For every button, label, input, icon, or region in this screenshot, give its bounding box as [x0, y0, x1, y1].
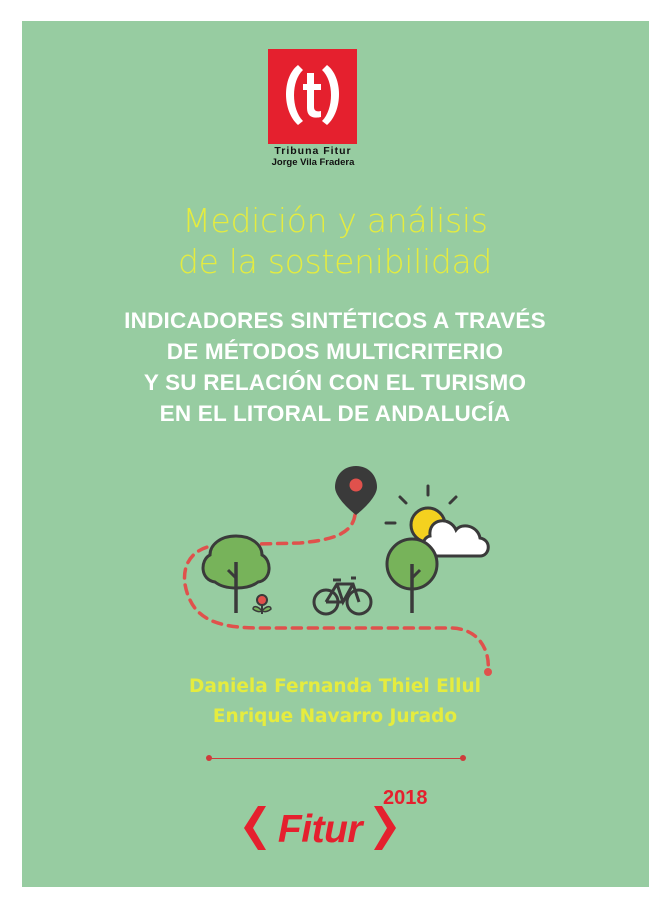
author-2: Enrique Navarro Jurado — [212, 706, 458, 727]
divider — [210, 758, 462, 759]
publisher-subname: Jorge Vila Fradera — [271, 157, 355, 168]
publisher-name: Tribuna Fitur — [274, 145, 352, 157]
author-1: Daniela Fernanda Thiel Ellul — [188, 676, 481, 697]
authors — [40, 672, 630, 732]
subtitle-line-4: EN EL LITORAL DE ANDALUCÍA — [159, 401, 511, 426]
fitur-year: 2018 — [383, 787, 428, 809]
map-pin-icon — [335, 466, 377, 515]
divider-dot-right — [460, 755, 466, 761]
title-line-2: de la sostenibilidad — [177, 242, 493, 281]
fitur-wordmark: Fitur — [277, 808, 363, 851]
bicycle-icon — [314, 578, 371, 614]
subtitle-line-1: INDICADORES SINTÉTICOS A TRAVÉS — [124, 308, 546, 333]
flower-icon — [253, 595, 271, 614]
divider-dot-left — [206, 755, 212, 761]
tree-icon — [387, 539, 437, 613]
title-line-1: Medición y análisis — [182, 201, 488, 240]
subtitle-line-3: Y SU RELACIÓN CON EL TURISMO — [143, 370, 527, 395]
subtitle-line-2: DE MÉTODOS MULTICRITERIO — [166, 339, 504, 364]
